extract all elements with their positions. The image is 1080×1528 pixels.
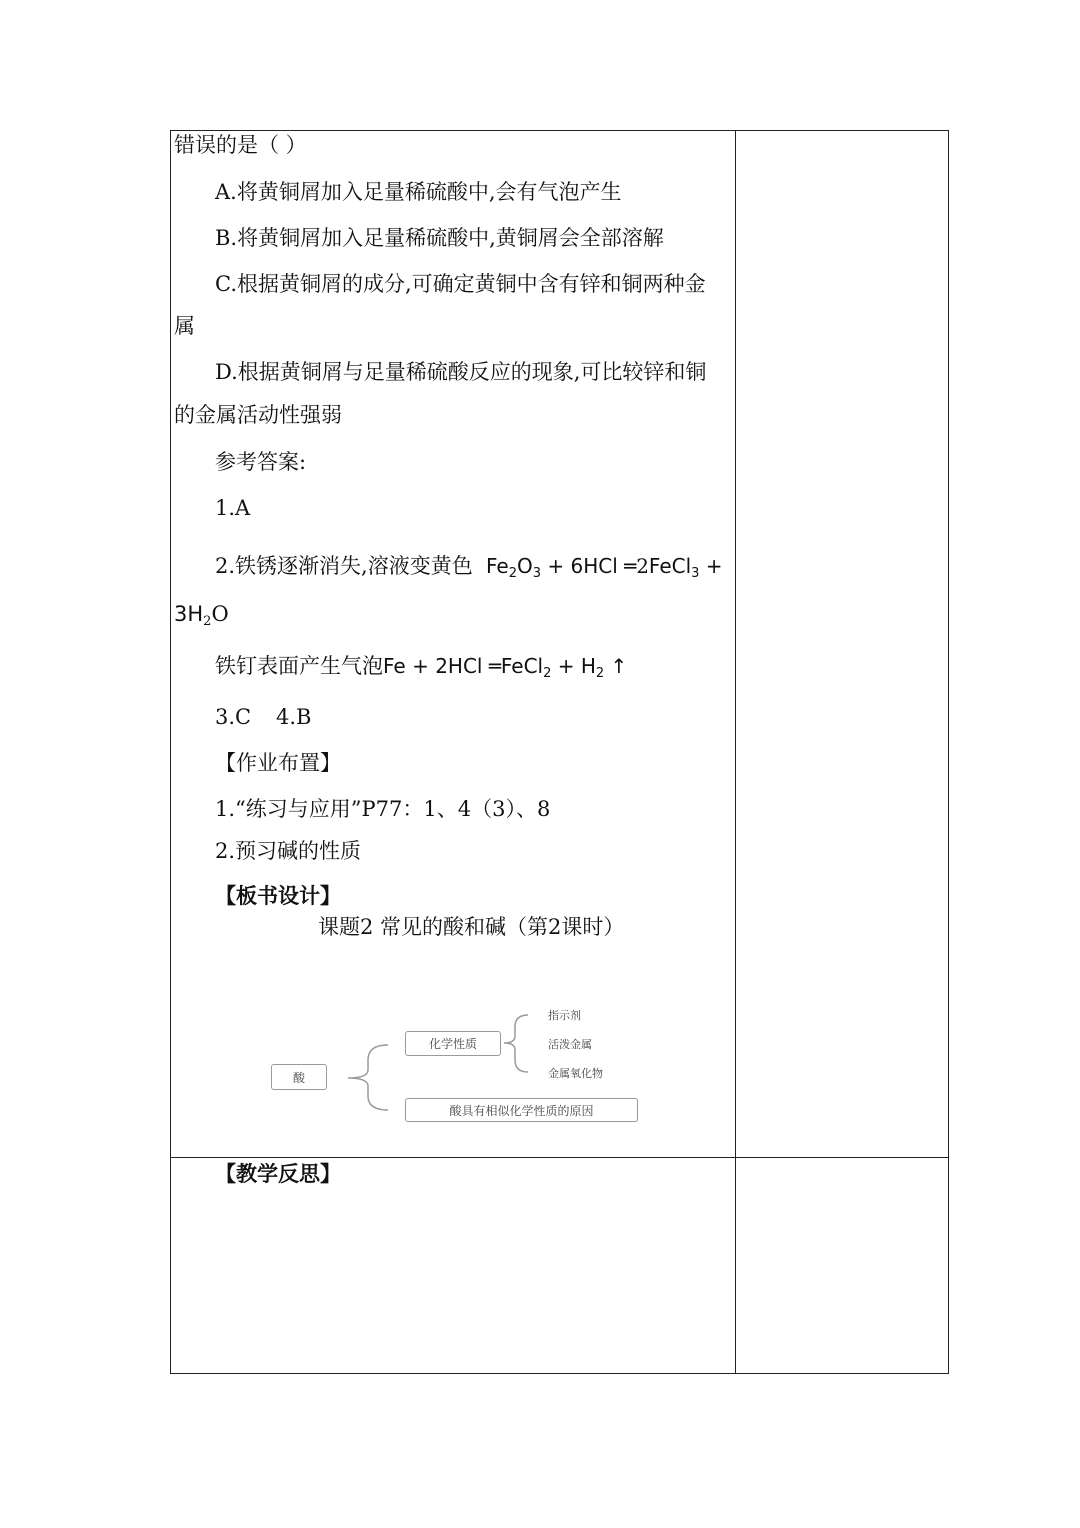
answer-2-text: 2.铁锈逐渐消失,溶液变黄色	[215, 554, 473, 578]
option-d-line2: 的金属活动性强弱	[174, 403, 342, 427]
mind-map-branch-properties: 化学性质	[405, 1031, 501, 1056]
mind-map-root: 酸	[271, 1064, 327, 1090]
board-title: 课题2 常见的酸和碱（第2课时）	[318, 915, 625, 939]
option-c-line2: 属	[174, 314, 195, 338]
homework-item-2: 2.预习碱的性质	[215, 839, 362, 863]
question-stem-end: 错误的是（ ）	[174, 133, 307, 157]
reflection-heading: 【教学反思】	[215, 1162, 341, 1186]
acid-mind-map	[260, 1000, 660, 1130]
board-heading: 【板书设计】	[215, 884, 341, 908]
homework-heading: 【作业布置】	[215, 751, 341, 775]
mind-map-leaf-metal-oxide: 金属氧化物	[548, 1067, 603, 1080]
answer-2-bubbles-text: 铁钉表面产生气泡	[215, 654, 383, 678]
option-b: B.将黄铜屑加入足量稀硫酸中,黄铜屑会全部溶解	[215, 226, 664, 250]
answers-heading: 参考答案:	[215, 450, 307, 474]
answer-2-bubbles-line: 铁钉表面产生气泡Fe + 2HCl ═FeCl$_2$ + $H_2$ ↑	[215, 654, 628, 681]
option-c-line1: C.根据黄铜屑的成分,可确定黄铜中含有锌和铜两种金	[215, 272, 706, 296]
mind-map-branch-reason: 酸具有相似化学性质的原因	[405, 1098, 638, 1122]
row-divider	[170, 1157, 949, 1158]
column-divider	[735, 130, 736, 1374]
option-a: A.将黄铜屑加入足量稀硫酸中,会有气泡产生	[215, 180, 622, 204]
answer-2-equation: $Fe_2O_3 + 6HCl$ ═2FeCl$_3$ +	[486, 554, 723, 581]
answer-4: 4.B	[276, 705, 312, 729]
mind-map-leaf-active-metal: 活泼金属	[548, 1038, 592, 1051]
answer-1: 1.A	[215, 496, 251, 520]
option-d-line1: D.根据黄铜屑与足量稀硫酸反应的现象,可比较锌和铜	[215, 360, 707, 384]
answer-2-equation-line2: $3H_2O$	[174, 602, 229, 629]
answer-3: 3.C	[215, 705, 252, 729]
homework-item-1: 1.“练习与应用”P77：1、4（3）、8	[215, 797, 551, 821]
mind-map-leaf-indicator: 指示剂	[548, 1009, 581, 1022]
